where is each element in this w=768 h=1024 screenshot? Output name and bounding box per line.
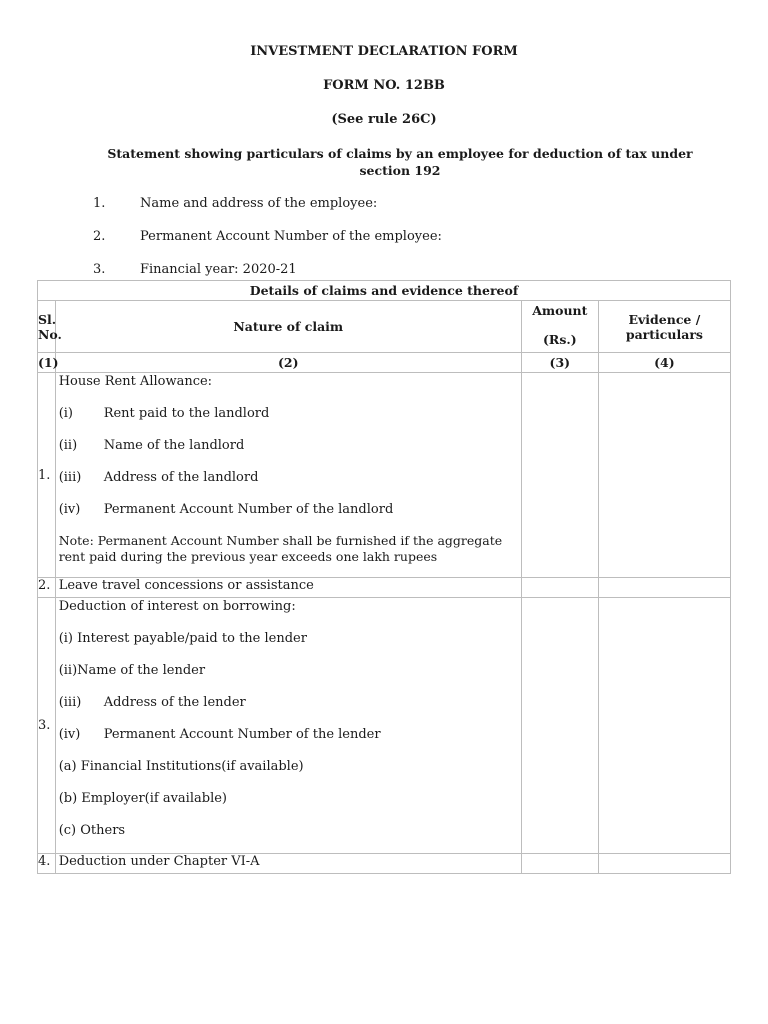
borrowing-line-lender-address: (iii) Address of the lender: [58, 695, 246, 710]
table-row: [38, 578, 731, 598]
interest-on-borrowing-cell: [55, 598, 521, 854]
amount-input-cell[interactable]: [521, 578, 598, 598]
borrowing-line-others: (c) Others: [58, 823, 126, 838]
statement-line-2: section 192: [359, 163, 441, 178]
col-index-3: (3): [521, 353, 598, 373]
amount-unit: (Rs.): [543, 332, 577, 347]
col-index-1: (1): [38, 353, 56, 373]
item-label: Permanent Account Number of the employee:: [140, 229, 442, 244]
row-sl-no: 4.: [38, 854, 56, 874]
employee-pan-item: [93, 229, 442, 244]
hra-line-rent-paid: (i) Rent paid to the landlord: [58, 406, 270, 421]
item-number: 1.: [93, 196, 106, 211]
col-header-evidence: Evidence / particulars: [598, 301, 730, 353]
hra-line-landlord-name: (ii) Name of the landlord: [58, 438, 245, 453]
item-label: Name and address of the employee:: [140, 196, 378, 211]
hra-heading: House Rent Allowance:: [58, 374, 213, 389]
borrowing-line-financial-institutions: (a) Financial Institutions(if available): [58, 759, 304, 774]
borrowing-line-lender-name: (ii)Name of the lender: [58, 663, 206, 678]
col-index-2: (2): [55, 353, 521, 373]
item-number: 3.: [93, 262, 106, 277]
table-row: [38, 598, 731, 854]
evidence-input-cell[interactable]: [598, 598, 730, 854]
evidence-input-cell[interactable]: [598, 578, 730, 598]
statement-heading: [80, 145, 720, 179]
col-index-4: (4): [598, 353, 730, 373]
statement-line-1: Statement showing particulars of claims by an employee for deduction of tax under: [107, 146, 693, 161]
form-rule: (See rule 26C): [331, 112, 437, 127]
col-header-amount: [521, 301, 598, 353]
employee-name-address-item: [93, 196, 377, 211]
table-title: Details of claims and evidence thereof: [38, 281, 731, 301]
borrowing-heading: Deduction of interest on borrowing:: [58, 599, 296, 614]
amount-label: Amount: [532, 303, 588, 318]
evidence-input-cell[interactable]: [598, 373, 730, 578]
item-number: 2.: [93, 229, 106, 244]
borrowing-line-interest: (i) Interest payable/paid to the lender: [58, 631, 307, 646]
house-rent-allowance-cell: [55, 373, 521, 578]
hra-note-line-2: rent paid during the previous year exceeds one lakh rupees: [58, 549, 438, 564]
financial-year-item: [93, 262, 297, 277]
hra-line-landlord-pan: (iv) Permanent Account Number of the landlord: [58, 502, 394, 517]
item-label: Financial year: 2020-21: [140, 262, 297, 277]
row-sl-no: 1.: [38, 373, 56, 578]
hra-line-landlord-address: (iii) Address of the landlord: [58, 470, 259, 485]
col-header-sl-no: Sl. No.: [38, 301, 56, 353]
table-row: [38, 373, 731, 578]
leave-travel-cell: Leave travel concessions or assistance: [55, 578, 521, 598]
table-row: [38, 854, 731, 874]
row-sl-no: 2.: [38, 578, 56, 598]
form-title: INVESTMENT DECLARATION FORM: [250, 44, 518, 59]
amount-input-cell[interactable]: [521, 373, 598, 578]
amount-input-cell[interactable]: [521, 854, 598, 874]
borrowing-line-employer: (b) Employer(if available): [58, 791, 227, 806]
chapter-via-cell: Deduction under Chapter VI-A: [55, 854, 521, 874]
hra-note-line-1: Note: Permanent Account Number shall be furnished if the aggregate: [58, 533, 503, 548]
row-sl-no: 3.: [38, 598, 56, 854]
claims-table: [37, 280, 731, 874]
col-header-nature-of-claim: Nature of claim: [55, 301, 521, 353]
amount-input-cell[interactable]: [521, 598, 598, 854]
evidence-input-cell[interactable]: [598, 854, 730, 874]
borrowing-line-lender-pan: (iv) Permanent Account Number of the lender: [58, 727, 381, 742]
form-number: FORM NO. 12BB: [323, 78, 445, 93]
